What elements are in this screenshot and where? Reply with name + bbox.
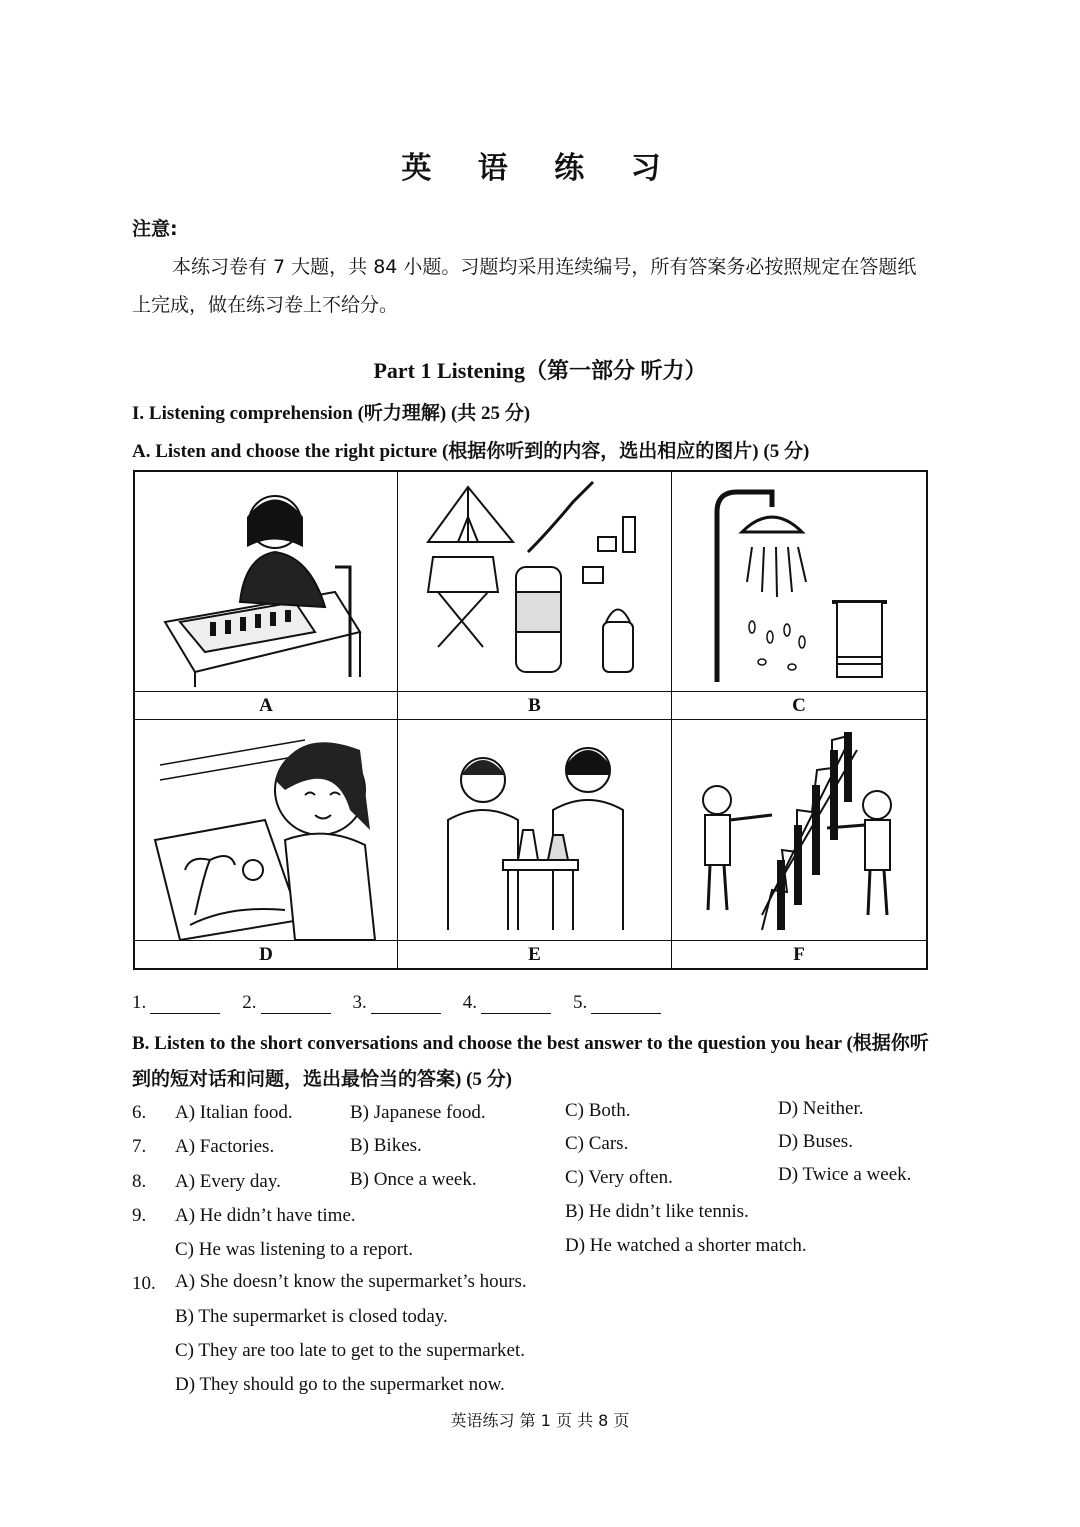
section-b-heading: B. Listen to the short conversations and choose the best answer to the question you hear (根据你听到的短对话和问题，选出最恰当的答案) (5 分) <box>132 1033 929 1090</box>
picture-label-b: B <box>398 691 671 719</box>
notice-label: 注意: <box>132 218 178 240</box>
picture-cell-a <box>135 472 398 720</box>
section-a-heading: A. Listen and choose the right picture (根据你听到的内容，选出相应的图片) (5 分) <box>132 441 810 462</box>
option[interactable]: A) He didn’t have time. <box>175 1205 356 1226</box>
option[interactable]: D) Neither. <box>778 1098 864 1119</box>
picture-cell-c <box>672 472 926 720</box>
option[interactable]: A) Factories. <box>175 1136 275 1157</box>
option[interactable]: C) Cars. <box>565 1133 629 1154</box>
picture-cell-b <box>398 472 672 720</box>
girl-with-beach-picture-icon <box>135 720 398 940</box>
option[interactable]: C) He was listening to a report. <box>175 1239 413 1260</box>
question-number: 10. <box>132 1273 156 1294</box>
section-i-heading: I. Listening comprehension (听力理解) (共 25 分) <box>132 403 531 424</box>
option[interactable]: C) Both. <box>565 1100 631 1121</box>
question-number: 7. <box>132 1136 147 1157</box>
option[interactable]: B) The supermarket is closed today. <box>175 1306 448 1327</box>
answer-blank[interactable]: 2. <box>242 992 330 1014</box>
option[interactable]: C) They are too late to get to the supermarket. <box>175 1340 525 1361</box>
question-number: 8. <box>132 1171 147 1192</box>
option[interactable]: A) Every day. <box>175 1171 281 1192</box>
scientists-lab-icon <box>398 720 672 940</box>
men-arguing-fence-icon <box>672 720 926 940</box>
option[interactable]: B) He didn’t like tennis. <box>565 1201 749 1222</box>
page-footer: 英语练习 第 1 页 共 8 页 <box>450 1411 630 1430</box>
option[interactable]: D) Twice a week. <box>778 1164 912 1185</box>
girl-playing-chess-icon <box>135 472 398 692</box>
answer-blank[interactable]: 4. <box>463 992 551 1014</box>
picture-label-d: D <box>135 940 397 968</box>
option[interactable]: B) Bikes. <box>350 1135 422 1156</box>
option[interactable]: D) They should go to the supermarket now. <box>175 1374 505 1395</box>
shower-towel-icon <box>672 472 926 692</box>
page-title: 英 语 练 习 <box>401 151 679 186</box>
answer-blank[interactable]: 5. <box>573 992 661 1014</box>
picture-cell-e <box>398 720 672 968</box>
answer-blank[interactable]: 3. <box>353 992 441 1014</box>
option[interactable]: A) Italian food. <box>175 1102 293 1123</box>
picture-cell-f <box>672 720 926 968</box>
notice-text: 本练习卷有 7 大题，共 84 小题。习题均采用连续编号，所有答案务必按照规定在答题纸上完成，做在练习卷上不给分。 <box>132 256 917 316</box>
option[interactable]: B) Japanese food. <box>350 1102 486 1123</box>
question-number: 6. <box>132 1102 147 1123</box>
picture-label-f: F <box>672 940 926 968</box>
camping-gear-icon <box>398 472 672 692</box>
answer-blanks <box>132 992 661 1014</box>
option[interactable]: C) Very often. <box>565 1167 673 1188</box>
picture-grid <box>133 470 928 970</box>
picture-label-c: C <box>672 691 926 719</box>
option[interactable]: B) Once a week. <box>350 1169 477 1190</box>
picture-cell-d <box>135 720 398 968</box>
option[interactable]: D) He watched a shorter match. <box>565 1235 807 1256</box>
option[interactable]: D) Buses. <box>778 1131 853 1152</box>
part-title: Part 1 Listening（第一部分 听力） <box>373 358 707 383</box>
answer-blank[interactable]: 1. <box>132 992 220 1014</box>
picture-label-a: A <box>135 691 397 719</box>
picture-label-e: E <box>398 940 671 968</box>
question-number: 9. <box>132 1205 147 1226</box>
option[interactable]: A) She doesn’t know the supermarket’s hours. <box>175 1271 527 1292</box>
